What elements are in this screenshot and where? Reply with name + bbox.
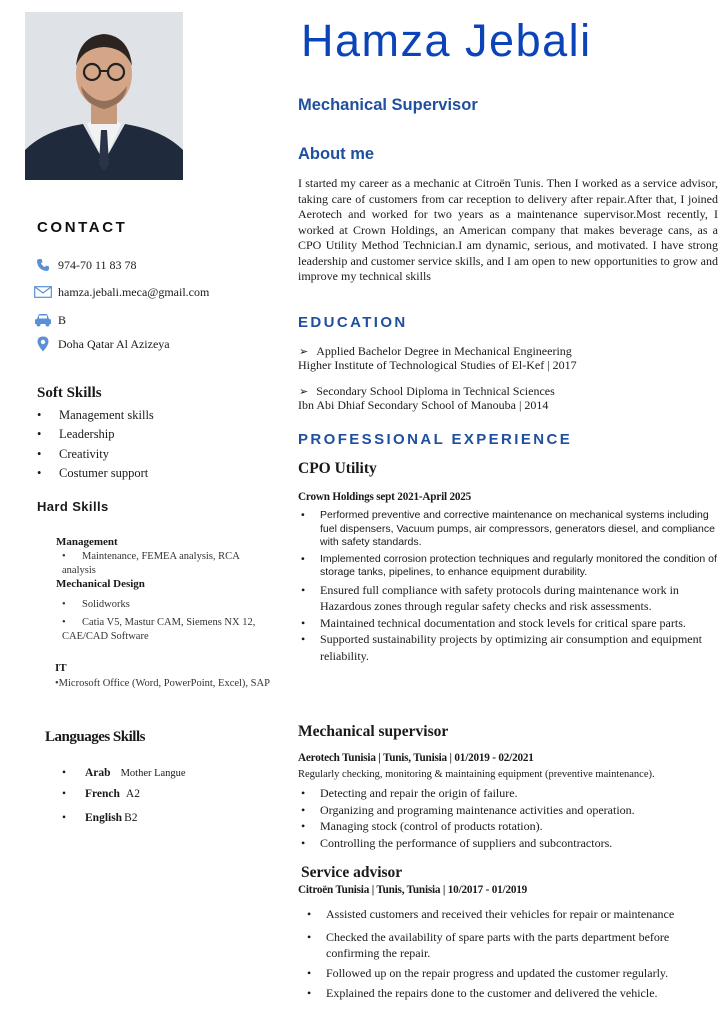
license-text: B (58, 312, 67, 327)
language-item: • English B2 (62, 812, 138, 824)
management-title: Management (56, 536, 118, 548)
job-bullets (298, 509, 718, 664)
soft-skills-heading: Soft Skills (37, 385, 102, 401)
list-item: • Creativity (37, 445, 154, 464)
hard-skills-heading: Hard Skills (37, 499, 109, 514)
contact-heading: CONTACT (37, 219, 128, 236)
contact-email (32, 284, 209, 300)
list-item: • Assisted customers and received their vehicles for repair or maintenance (304, 906, 718, 923)
contact-address (32, 336, 170, 352)
address-text: Doha Qatar Al Azizeya (58, 336, 170, 351)
it-text: •Microsoft Office (Word, PowerPoint, Excel), SAP (55, 678, 270, 689)
email-icon (32, 284, 54, 300)
list-item: • Management skills (37, 406, 154, 425)
education-item: ➢ Secondary School Diploma in Technical Sciences Ibn Abi Dhiaf Secondary School of Manouba | 2014 (298, 384, 555, 412)
list-item: • Controlling the performance of suppliers and subcontractors. (298, 835, 718, 852)
list-item: • Ensured full compliance with safety protocols during maintenance work in Hazardous zones through regular safety checks and risk assessments. (298, 582, 718, 615)
list-item: • Checked the availability of spare parts with the parts department before confirming the repair. (304, 929, 718, 961)
company-line: Crown Holdings sept 2021-April 2025 (298, 491, 472, 503)
job-title-cpo: CPO Utility (298, 460, 377, 477)
profile-photo (25, 12, 183, 180)
list-item: • Managing stock (control of products rotation). (298, 818, 718, 835)
list-item: • Supported sustainability projects by optimizing air consumption and equipment reliability. (298, 631, 718, 664)
list-item: • Costumer support (37, 464, 154, 483)
location-pin-icon (32, 336, 54, 352)
design-item: • Catia V5, Mastur CAM, Siemens NX 12, CAE/CAD Software (62, 617, 256, 642)
job-intro: Regularly checking, monitoring & maintaining equipment (preventive maintenance). (298, 769, 655, 780)
mechanical-design-title: Mechanical Design (56, 578, 145, 590)
list-item: • Followed up on the repair progress and updated the customer regularly. (304, 965, 718, 982)
list-item: • Performed preventive and corrective maintenance on mechanical systems including fuel dispensers, Vacuum pumps, air compressors, generators diesel, and compliance with safety standards. (298, 509, 718, 550)
education-item: ➢ Applied Bachelor Degree in Mechanical Engineering Higher Institute of Technological Studies of El-Kef | 2017 (298, 344, 577, 372)
language-item: • French A2 (62, 788, 140, 800)
phone-icon (32, 257, 54, 273)
list-item: • Implemented corrosion protection techniques and regularly monitored the condition of storage tanks, pipelines, to enhance equipment durability. (298, 553, 718, 580)
soft-skills-list (37, 406, 154, 483)
phone-text: 974-70 11 83 78 (58, 257, 137, 272)
candidate-name: Hamza Jebali (301, 15, 592, 66)
job-title-mechanical-supervisor: Mechanical supervisor (298, 723, 449, 740)
list-item: • Explained the repairs done to the customer and delivered the vehicle. (304, 985, 718, 1002)
languages-heading: Languages Skills (45, 729, 145, 745)
job-bullets (298, 785, 718, 851)
car-icon (32, 312, 54, 328)
design-item: • Solidworks (62, 599, 130, 610)
about-text: I started my career as a mechanic at Citroën Tunis. Then I worked as a service advisor, taking care of customers from car reception to delivery after repair.After that, I joined Aerotech and worked for two years as a maintenance supervisor.Most recently, I worked at Crown Holdings, an American company that makes beverage cans, as a CPO Utility Method Technician.I am dynamic, serious, and motivated. I have strong leadership and customer service skills, and I am open to new opportunities to grow and improve my technical skills (298, 176, 718, 283)
list-item: • Leadership (37, 425, 154, 444)
contact-license (32, 312, 66, 328)
job-title: Mechanical Supervisor (298, 96, 478, 114)
it-title: IT (55, 662, 67, 674)
management-item: • Maintenance, FEMEA analysis, RCA analysis (62, 551, 240, 576)
language-item: • Arab Mother Langue (62, 767, 186, 779)
list-item: • Maintained technical documentation and stock levels for critical spare parts. (298, 615, 718, 632)
list-item: • Detecting and repair the origin of failure. (298, 785, 718, 802)
company-line: Aerotech Tunisia | Tunis, Tunisia | 01/2019 - 02/2021 (298, 752, 534, 764)
education-heading: EDUCATION (298, 314, 408, 331)
job-bullets (304, 906, 718, 1002)
list-item: • Organizing and programing maintenance activities and operation. (298, 802, 718, 819)
experience-heading: PROFESSIONAL EXPERIENCE (298, 431, 573, 448)
email-text[interactable]: hamza.jebali.meca@gmail.com (58, 284, 210, 299)
job-title-service-advisor: Service advisor (301, 864, 403, 881)
contact-phone (32, 257, 137, 273)
company-line: Citroën Tunisia | Tunis, Tunisia | 10/2017 - 01/2019 (298, 884, 528, 896)
about-heading: About me (298, 145, 375, 163)
